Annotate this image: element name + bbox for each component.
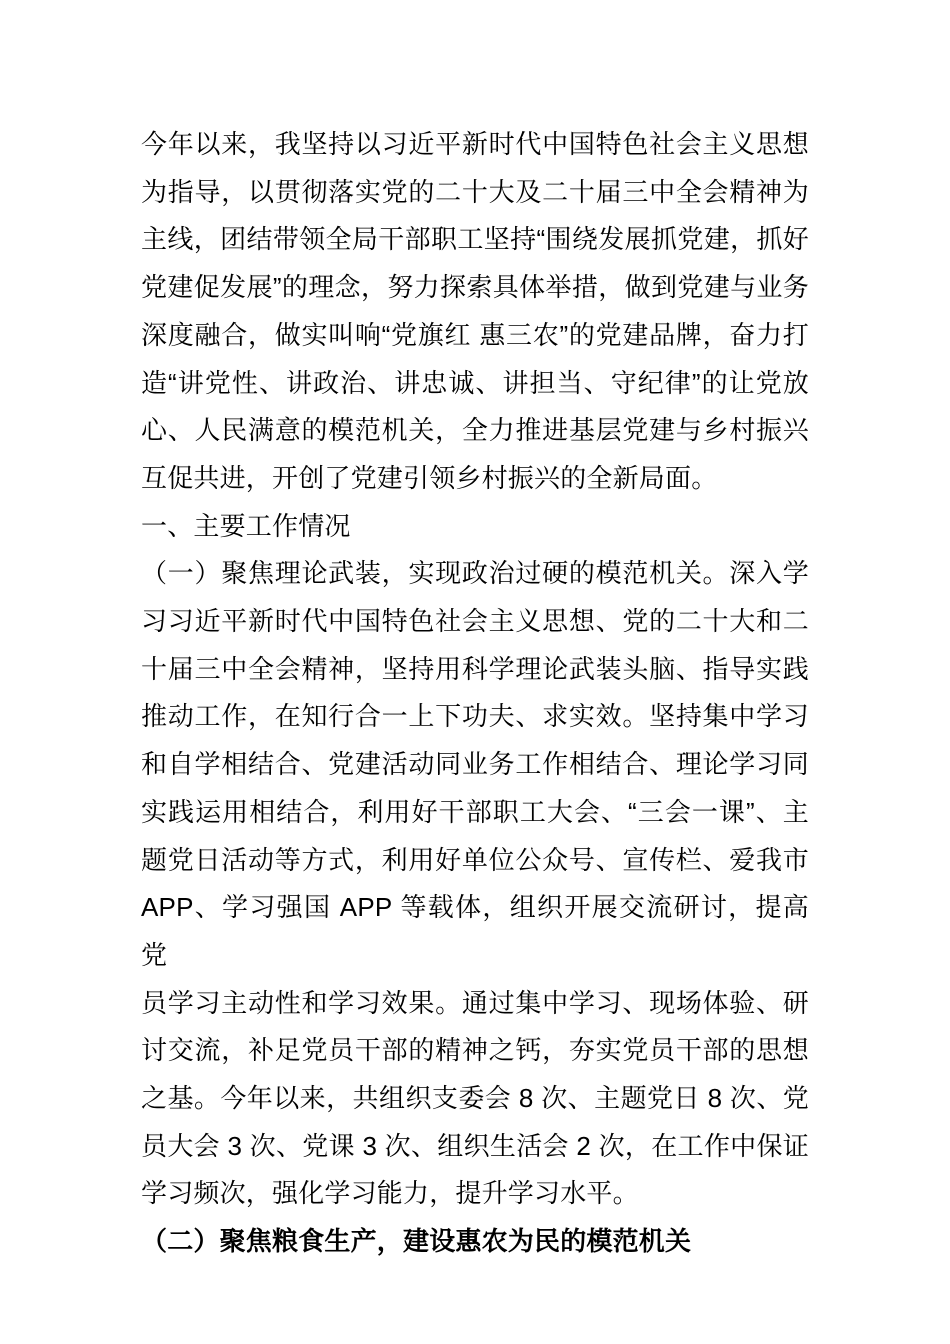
text-line: 为指导，以贯彻落实党的二十大及二十届三中全会精神为 bbox=[141, 176, 809, 207]
section-heading-one bbox=[141, 503, 809, 551]
text-line: 今年以来，我坚持以习近平新时代中国特色社会主义思想 bbox=[141, 129, 809, 159]
subsection-one-paragraph bbox=[141, 550, 809, 1218]
text-line: 深度融合，做实叫响“党旗红 惠三农”的党建品牌，奋力打 bbox=[141, 319, 809, 350]
text-line: 心、人民满意的模范机关，全力推进基层党建与乡村振兴 bbox=[141, 415, 809, 446]
text-line: 互促共进，开创了党建引领乡村振兴的全新局面。 bbox=[141, 462, 718, 493]
heading-line: 一、主要工作情况 bbox=[141, 510, 351, 541]
text-line: 和自学相结合、党建活动同业务工作相结合、理论学习同 bbox=[141, 749, 809, 780]
text-line: 员学习主动性和学习效果。通过集中学习、现场体验、研 bbox=[141, 987, 809, 1018]
text-line: 员大会 3 次、党课 3 次、组织生活会 2 次，在工作中保证 bbox=[141, 1130, 809, 1161]
text-line: 主线，团结带领全局干部职工坚持“围绕发展抓党建，抓好 bbox=[141, 224, 809, 255]
text-line: 实践运用相结合，利用好干部职工大会、“三会一课”、主 bbox=[141, 796, 809, 827]
heading-line: （二）聚焦粮食生产，建设惠农为民的模范机关 bbox=[141, 1226, 692, 1257]
text-line: 习习近平新时代中国特色社会主义思想、党的二十大和二 bbox=[141, 606, 809, 637]
text-line: 造“讲党性、讲政治、讲忠诚、讲担当、守纪律”的让党放 bbox=[141, 367, 809, 398]
text-line: 推动工作，在知行合一上下功夫、求实效。坚持集中学习 bbox=[141, 701, 809, 732]
subsection-two-heading bbox=[141, 1218, 809, 1266]
text-line: 之基。今年以来，共组织支委会 8 次、主题党日 8 次、党 bbox=[141, 1083, 809, 1114]
intro-paragraph bbox=[141, 121, 809, 503]
text-line: 讨交流，补足党员干部的精神之钙，夯实党员干部的思想 bbox=[141, 1035, 809, 1066]
text-line: APP、学习强国 APP 等载体，组织开展交流研讨，提高党 bbox=[141, 892, 809, 970]
text-line: 十届三中全会精神，坚持用科学理论武装头脑、指导实践 bbox=[141, 653, 809, 684]
text-line: 题党日活动等方式，利用好单位公众号、宣传栏、爱我市 bbox=[141, 844, 809, 875]
text-line: 学习频次，强化学习能力，提升学习水平。 bbox=[141, 1178, 639, 1209]
text-line: 党建促发展”的理念，努力探索具体举措，做到党建与业务 bbox=[141, 272, 809, 303]
document-text-block bbox=[141, 121, 809, 1266]
text-line: （一）聚焦理论武装，实现政治过硬的模范机关。深入学 bbox=[141, 558, 809, 589]
